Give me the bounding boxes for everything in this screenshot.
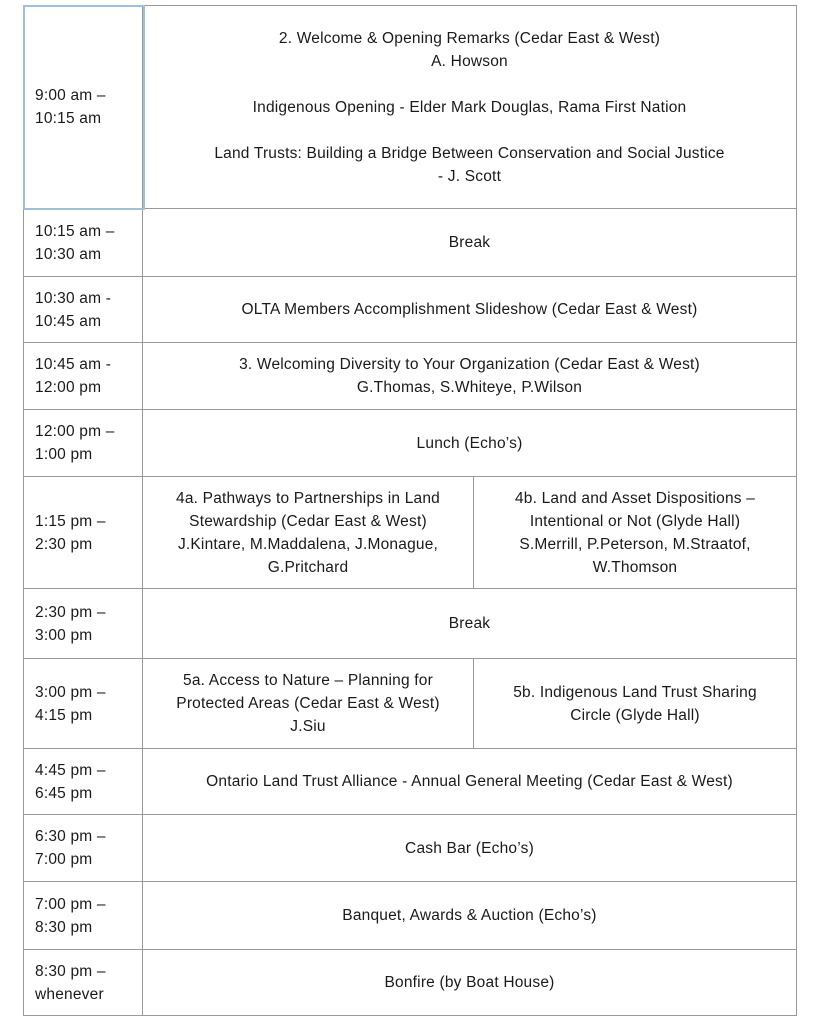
event-cell[interactable]	[143, 477, 473, 588]
row-content	[143, 950, 796, 1015]
event-text-line: Cash Bar (Echo’s)	[405, 839, 534, 857]
time-text-line: whenever	[35, 985, 104, 1003]
time-text-line: 9:00 am –	[35, 87, 106, 104]
time-cell-selected[interactable]	[24, 6, 143, 208]
time-text-line: 12:00 pm	[35, 379, 102, 396]
event-cell[interactable]	[473, 477, 796, 588]
time-text-line: 6:30 pm –	[35, 828, 106, 845]
schedule-row	[24, 588, 796, 658]
time-cell[interactable]	[24, 749, 143, 814]
row-content	[143, 659, 796, 748]
row-content	[143, 6, 796, 208]
event-text-line: Break	[448, 615, 491, 632]
time-text-line: 3:00 pm	[35, 626, 93, 644]
schedule-table	[23, 5, 797, 1016]
time-text-line: 10:45 am -	[35, 356, 112, 373]
event-cell[interactable]	[143, 882, 796, 949]
event-cell[interactable]	[143, 277, 796, 342]
event-text-line: Protected Areas (Cedar East & West)	[176, 695, 440, 712]
schedule-row	[24, 276, 796, 342]
schedule-row	[24, 881, 796, 949]
schedule-row	[24, 748, 796, 814]
time-text-line: 4:45 pm –	[35, 761, 106, 779]
schedule-row	[24, 949, 796, 1015]
row-content	[143, 477, 796, 588]
row-content	[143, 277, 796, 342]
event-text-line: Stewardship (Cedar East & West)	[189, 512, 427, 530]
event-text-line: Circle (Glyde Hall)	[570, 706, 700, 724]
schedule-row	[24, 476, 796, 588]
event-text-line: Bonfire (by Boat House)	[384, 974, 555, 991]
time-cell[interactable]	[24, 277, 143, 342]
event-text-line: J.Siu	[290, 718, 326, 735]
schedule-row	[24, 208, 796, 276]
time-text-line: 8:30 pm	[35, 918, 93, 936]
event-text-line: OLTA Members Accomplishment Slideshow (Cedar East & West)	[241, 301, 698, 318]
row-content	[143, 410, 796, 476]
time-text-line: 10:45 am	[35, 312, 102, 330]
time-cell[interactable]	[24, 882, 143, 949]
time-text-line: 8:30 pm –	[35, 962, 106, 980]
time-text-line: 4:15 pm	[35, 706, 93, 724]
event-text-line: J.Kintare, M.Maddalena, J.Monague,	[177, 535, 439, 553]
event-text-line: S.Merrill, P.Peterson, M.Straatof,	[519, 535, 751, 553]
row-content	[143, 589, 796, 658]
event-cell[interactable]	[143, 410, 796, 476]
event-text-line: W.Thomson	[592, 558, 678, 576]
time-text-line: 10:15 am –	[35, 222, 115, 240]
row-content	[143, 815, 796, 881]
event-text-line: G.Thomas, S.Whiteye, P.Wilson	[356, 379, 583, 396]
event-cell[interactable]	[143, 950, 796, 1015]
event-cell[interactable]	[143, 343, 796, 409]
time-text-line: 1:15 pm –	[35, 512, 106, 530]
event-cell[interactable]	[143, 589, 796, 658]
time-text-line: 10:15 am	[35, 110, 102, 127]
time-text-line: 2:30 pm	[35, 535, 93, 553]
time-text-line: 6:45 pm	[35, 784, 93, 802]
event-text-line: Land Trusts: Building a Bridge Between Conservation and Social Justice	[214, 144, 725, 162]
event-text-line: 4b. Land and Asset Dispositions –	[514, 489, 756, 507]
row-content	[143, 343, 796, 409]
schedule-row	[24, 342, 796, 409]
time-text-line: 2:30 pm –	[35, 603, 106, 621]
time-text-line: 10:30 am	[35, 245, 102, 263]
time-cell[interactable]	[24, 950, 143, 1015]
time-cell[interactable]	[24, 477, 143, 588]
time-cell[interactable]	[24, 410, 143, 476]
time-text-line: 1:00 pm	[35, 446, 93, 463]
event-text-line: 5a. Access to Nature – Planning for	[183, 672, 433, 689]
event-text-line: A. Howson	[431, 52, 508, 70]
event-cell[interactable]	[473, 659, 796, 748]
time-text-line: 7:00 pm –	[35, 895, 106, 913]
schedule-row	[24, 409, 796, 476]
time-cell[interactable]	[24, 659, 143, 748]
event-text-line: - J. Scott	[437, 167, 502, 185]
event-text-line: 3. Welcoming Diversity to Your Organization (Cedar East & West)	[239, 356, 700, 373]
time-cell[interactable]	[24, 589, 143, 658]
time-text-line: 3:00 pm –	[35, 683, 106, 701]
event-cell[interactable]	[143, 6, 796, 208]
event-cell[interactable]	[143, 749, 796, 814]
event-cell[interactable]	[143, 815, 796, 881]
event-text-line: Break	[448, 234, 491, 251]
event-text-line: 5b. Indigenous Land Trust Sharing	[513, 683, 757, 701]
event-cell[interactable]	[143, 209, 796, 276]
schedule-row	[24, 814, 796, 881]
event-cell[interactable]	[143, 659, 473, 748]
event-text-line: Ontario Land Trust Alliance - Annual General Meeting (Cedar East & West)	[206, 773, 733, 790]
event-text-line: Indigenous Opening - Elder Mark Douglas, Rama First Nation	[252, 98, 687, 116]
time-cell[interactable]	[24, 815, 143, 881]
time-text-line: 7:00 pm	[35, 851, 93, 868]
schedule-row	[24, 6, 796, 208]
event-text-line: Banquet, Awards & Auction (Echo’s)	[342, 907, 597, 924]
time-cell[interactable]	[24, 343, 143, 409]
event-text-line: 2. Welcome & Opening Remarks (Cedar East & West)	[278, 29, 661, 47]
time-text-line: 12:00 pm –	[35, 423, 115, 440]
event-text-line: Intentional or Not (Glyde Hall)	[529, 512, 741, 530]
event-text-line: Lunch (Echo’s)	[416, 434, 523, 452]
schedule-row	[24, 658, 796, 748]
time-cell[interactable]	[24, 209, 143, 276]
row-content	[143, 209, 796, 276]
row-content	[143, 882, 796, 949]
event-text-line: 4a. Pathways to Partnerships in Land	[176, 489, 440, 507]
row-content	[143, 749, 796, 814]
event-text-line: G.Pritchard	[267, 558, 349, 576]
time-text-line: 10:30 am -	[35, 289, 112, 307]
